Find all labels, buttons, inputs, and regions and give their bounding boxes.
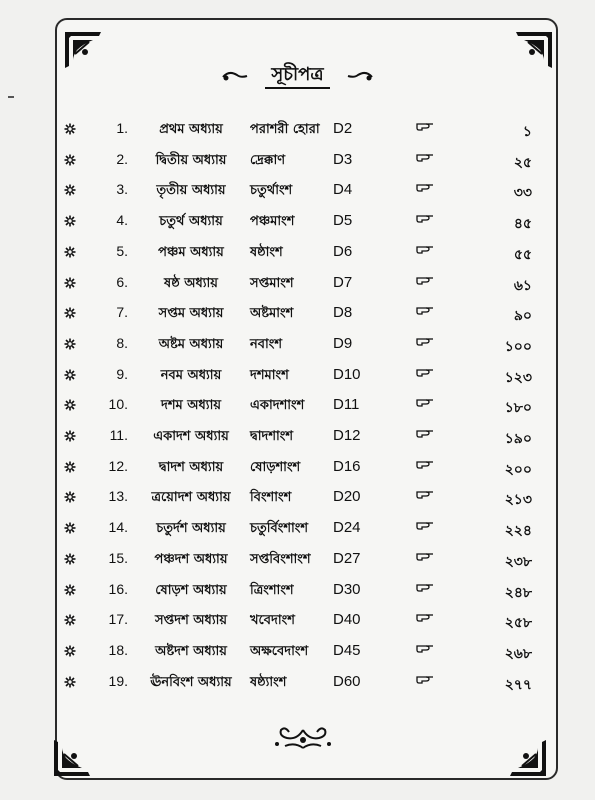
- division-name: পরাশরী হোরা: [250, 122, 320, 137]
- page-number: ১৯০: [504, 431, 532, 447]
- pointing-hand-icon: [416, 367, 436, 377]
- flower-bullet-icon: [64, 215, 76, 227]
- flower-bullet-icon: [64, 369, 76, 381]
- pointing-hand-icon: [416, 121, 436, 131]
- pointing-hand-icon: [416, 397, 436, 407]
- division-name: বিংশাংশ: [250, 490, 292, 506]
- list-item: [0, 120, 595, 150]
- chapter-title: সপ্তম অধ্যায়: [158, 306, 224, 322]
- item-number: 8.: [116, 334, 128, 351]
- division-name: নবাংশ: [250, 336, 283, 352]
- flower-bullet-icon: [64, 184, 76, 196]
- pointing-hand-icon: [416, 489, 436, 499]
- division-code: D2: [333, 120, 353, 137]
- pointing-hand-icon: [416, 336, 436, 346]
- pointing-hand-icon: [416, 305, 436, 315]
- item-number: 3.: [116, 181, 128, 198]
- flower-bullet-icon: [64, 246, 76, 258]
- flower-bullet-icon: [64, 307, 76, 319]
- list-item: [0, 642, 595, 672]
- item-number: 13.: [108, 488, 128, 505]
- division-code: D10: [333, 365, 361, 383]
- pointing-hand-icon: [416, 674, 436, 684]
- division-code: D20: [333, 488, 361, 506]
- chapter-title: ষোড়শ অধ্যায়: [155, 582, 227, 598]
- division-code: D60: [333, 672, 361, 690]
- page-number: ২৫৮: [504, 615, 532, 632]
- page-title: সূচীপত্র: [265, 64, 329, 89]
- page-number: ২৬৮: [504, 645, 532, 662]
- page-number: ২৩৮: [504, 553, 532, 570]
- pointing-hand-icon: [416, 152, 436, 162]
- item-number: 12.: [108, 457, 128, 474]
- division-name: ত্রিংশাংশ: [250, 582, 294, 598]
- division-name: একাদশাংশ: [250, 398, 305, 414]
- item-number: 16.: [108, 580, 128, 597]
- division-name: দশমাংশ: [250, 367, 289, 383]
- list-item: [0, 366, 595, 396]
- list-item: [0, 673, 595, 703]
- page-number: ৩৩: [513, 185, 532, 202]
- pointing-hand-icon: [416, 182, 436, 192]
- page-number: ২৭৭: [504, 676, 532, 693]
- pointing-hand-icon: [416, 612, 436, 622]
- division-code: D11: [333, 396, 360, 414]
- item-number: 18.: [108, 641, 128, 658]
- pointing-hand-icon: [416, 244, 436, 254]
- item-number: 7.: [116, 304, 128, 321]
- list-item: [0, 304, 595, 334]
- page-heading: [0, 60, 595, 91]
- list-item: [0, 243, 595, 273]
- flower-bullet-icon: [64, 430, 76, 442]
- pointing-hand-icon: [416, 582, 436, 592]
- page-number: ৯০: [513, 308, 532, 325]
- pointing-hand-icon: [416, 428, 436, 438]
- page-number: ২১৩: [504, 492, 532, 509]
- division-name: অক্ষবেদাংশ: [250, 643, 309, 659]
- item-number: 11.: [109, 427, 128, 443]
- list-item: [0, 581, 595, 611]
- pointing-hand-icon: [416, 551, 436, 561]
- item-number: 15.: [108, 549, 128, 566]
- division-code: D45: [333, 641, 361, 659]
- division-code: D16: [333, 457, 361, 475]
- chapter-title: ঊনবিংশ অধ্যায়: [150, 674, 232, 690]
- chapter-title: ষষ্ঠ অধ্যায়: [164, 275, 218, 291]
- item-number: 6.: [116, 273, 128, 290]
- flower-bullet-icon: [64, 277, 76, 289]
- list-item: [0, 458, 595, 488]
- pointing-hand-icon: [416, 643, 436, 653]
- page-number: ৫৫: [513, 246, 532, 263]
- page-number: ১২৩: [504, 369, 532, 386]
- division-code: D40: [333, 611, 361, 629]
- item-number: 9.: [116, 365, 128, 382]
- page-number: ২৪৮: [504, 584, 532, 601]
- chapter-title: অষ্টম অধ্যায়: [158, 336, 224, 352]
- chapter-title: দ্বিতীয় অধ্যায়: [155, 152, 227, 168]
- division-name: ষোড়শাংশ: [250, 459, 301, 475]
- item-number: 14.: [108, 519, 128, 536]
- list-item: [0, 427, 595, 457]
- list-item: [0, 151, 595, 181]
- division-code: D4: [333, 181, 353, 199]
- flower-bullet-icon: [64, 399, 76, 411]
- chapter-title: চতুর্দশ অধ্যায়: [156, 521, 226, 537]
- flower-bullet-icon: [64, 553, 76, 565]
- division-name: চতুর্থাংশ: [250, 183, 293, 199]
- division-name: সপ্তমাংশ: [250, 275, 294, 291]
- list-item: [0, 550, 595, 580]
- flower-bullet-icon: [64, 461, 76, 473]
- division-code: D24: [333, 519, 361, 537]
- division-code: D8: [333, 304, 353, 322]
- item-number: 1.: [116, 120, 128, 136]
- division-code: D7: [333, 273, 353, 291]
- division-code: D9: [333, 334, 353, 352]
- flower-bullet-icon: [64, 584, 76, 596]
- page-number: ৬১: [513, 277, 532, 294]
- item-number: 10.: [108, 396, 128, 413]
- flower-bullet-icon: [64, 338, 76, 350]
- list-item: [0, 181, 595, 211]
- swirl-right-icon: [346, 68, 374, 82]
- list-item: [0, 611, 595, 641]
- list-item: [0, 212, 595, 242]
- list-item: [0, 488, 595, 518]
- item-number: 19.: [108, 672, 128, 689]
- page-number: ৪৫: [513, 216, 532, 233]
- corner-ornament-icon: [52, 738, 92, 778]
- page-number: ১৮০: [504, 400, 532, 417]
- division-name: ষষ্ঠাংশ: [250, 244, 283, 260]
- list-item: [0, 335, 595, 365]
- flower-bullet-icon: [64, 522, 76, 534]
- pointing-hand-icon: [416, 213, 436, 223]
- chapter-title: ত্রয়োদশ অধ্যায়: [151, 490, 231, 506]
- page-number: ২০০: [504, 461, 532, 478]
- page-number: ১০০: [504, 338, 532, 355]
- item-number: 2.: [116, 150, 128, 167]
- chapter-title: পঞ্চম অধ্যায়: [158, 244, 224, 260]
- division-code: D12: [333, 427, 361, 444]
- list-item: [0, 274, 595, 304]
- corner-ornament-icon: [508, 738, 548, 778]
- page-number: ২২৪: [504, 523, 532, 540]
- chapter-title: অষ্টদশ অধ্যায়: [155, 643, 227, 659]
- pointing-hand-icon: [416, 275, 436, 285]
- item-number: 4.: [116, 212, 128, 229]
- chapter-title: চতুর্থ অধ্যায়: [159, 214, 223, 230]
- flower-bullet-icon: [64, 645, 76, 657]
- scroll-divider-icon: [273, 726, 333, 752]
- division-name: চতুর্বিংশাংশ: [250, 521, 309, 537]
- division-name: পঞ্চমাংশ: [250, 214, 295, 230]
- chapter-title: তৃতীয় অধ্যায়: [156, 183, 226, 199]
- pointing-hand-icon: [416, 520, 436, 530]
- division-name: দ্রেক্কাণ: [250, 152, 286, 168]
- division-code: D30: [333, 580, 361, 598]
- division-name: অষ্টমাংশ: [250, 306, 294, 322]
- swirl-left-icon: [221, 68, 249, 82]
- flower-bullet-icon: [64, 676, 76, 688]
- flower-bullet-icon: [64, 491, 76, 503]
- page-number: ১: [522, 124, 532, 140]
- chapter-title: দশম অধ্যায়: [160, 398, 221, 414]
- chapter-title: সপ্তদশ অধ্যায়: [154, 613, 228, 629]
- division-name: সপ্তবিংশাংশ: [250, 551, 311, 567]
- list-item: [0, 519, 595, 549]
- item-number: 5.: [116, 242, 128, 259]
- division-code: D3: [333, 150, 353, 168]
- list-item: [0, 396, 595, 426]
- page-number: ২৫: [513, 154, 532, 171]
- division-code: D6: [333, 242, 353, 260]
- division-code: D5: [333, 212, 353, 230]
- chapter-title: প্রথম অধ্যায়: [159, 122, 223, 137]
- flower-bullet-icon: [64, 123, 76, 135]
- chapter-title: দ্বাদশ অধ্যায়: [158, 459, 224, 475]
- pointing-hand-icon: [416, 459, 436, 469]
- chapter-title: একাদশ অধ্যায়: [153, 429, 229, 444]
- item-number: 17.: [108, 611, 128, 628]
- chapter-title: পঞ্চদশ অধ্যায়: [154, 551, 228, 567]
- division-name: দ্বাদশাংশ: [250, 429, 294, 444]
- division-name: ষষ্ঠ্যাংশ: [250, 674, 287, 690]
- scan-mark: [8, 96, 14, 98]
- flower-bullet-icon: [64, 154, 76, 166]
- division-name: খবেদাংশ: [250, 613, 295, 629]
- flower-bullet-icon: [64, 614, 76, 626]
- division-code: D27: [333, 549, 361, 567]
- chapter-title: নবম অধ্যায়: [160, 367, 222, 383]
